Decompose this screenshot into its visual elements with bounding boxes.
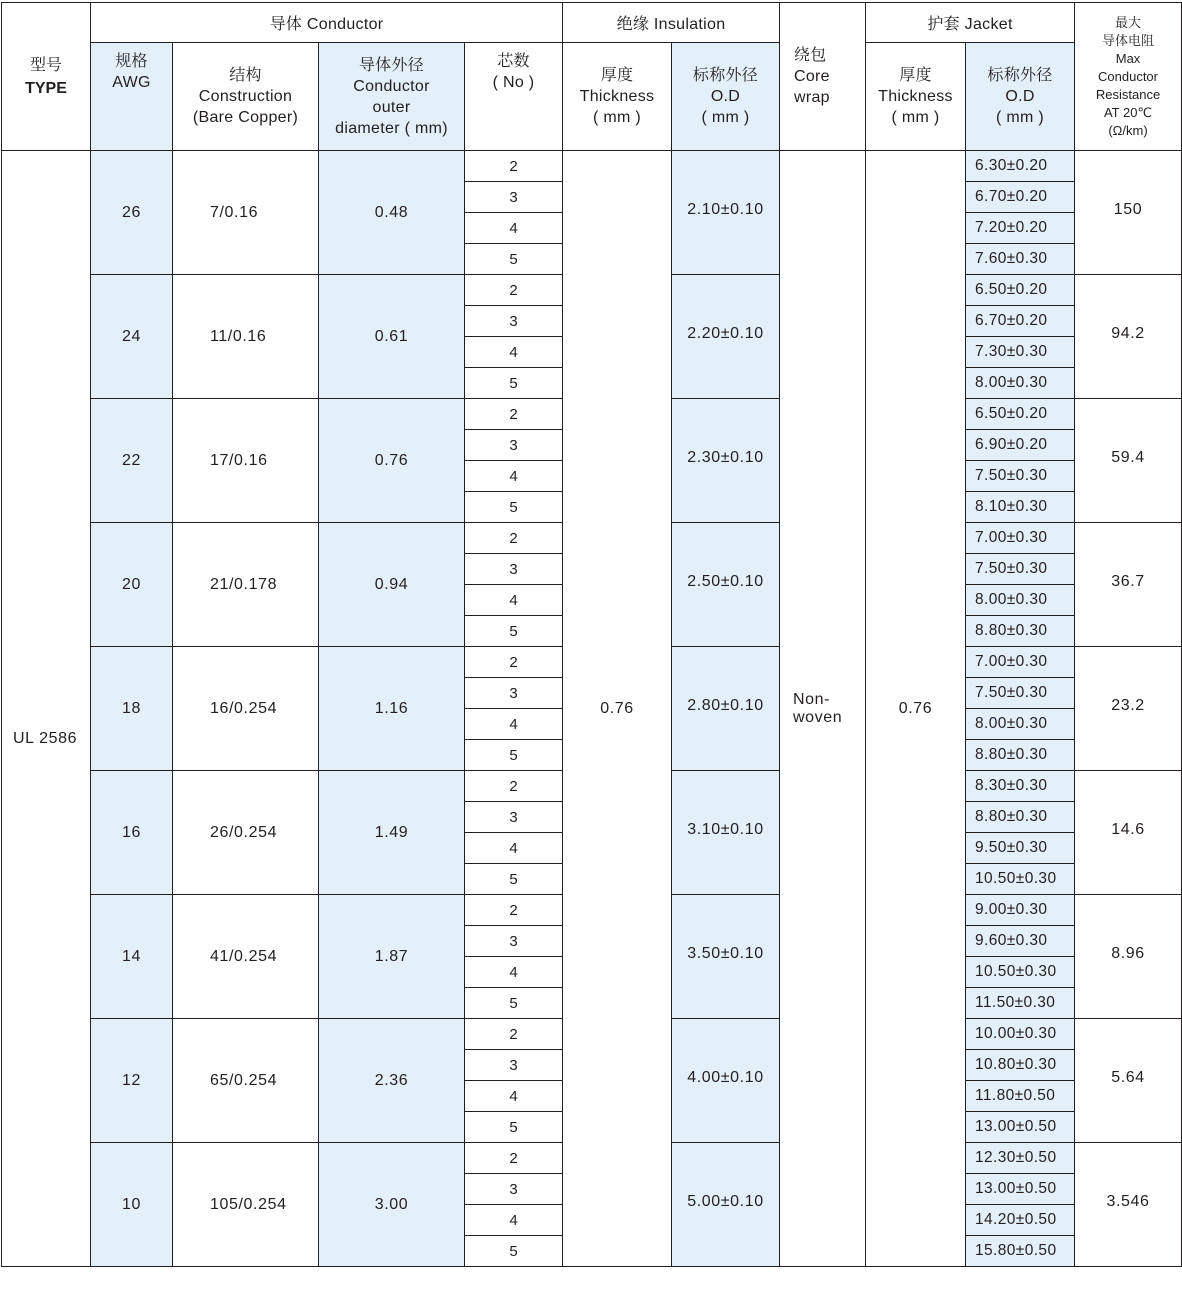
cores-cell: 2 [465,151,563,182]
cores-cell: 4 [465,461,563,492]
jacket-od-cell: 11.50±0.30 [966,988,1075,1019]
core-wrap-line-1: Non- [793,690,831,708]
jacket-od-cell: 7.60±0.30 [966,244,1075,275]
conductor-od-cell: 0.61 [319,275,465,399]
cores-cell: 2 [465,523,563,554]
cores-cell: 2 [465,771,563,802]
cores-cell: 2 [465,895,563,926]
resistance-cell: 3.546 [1075,1143,1182,1267]
awg-cell: 18 [91,647,173,771]
cores-cell: 3 [465,554,563,585]
conductor-od-cell: 0.48 [319,151,465,275]
construction-cell: 105/0.254 [173,1143,319,1267]
cores-cell: 5 [465,1112,563,1143]
resistance-cell: 5.64 [1075,1019,1182,1143]
cores-cell: 3 [465,1174,563,1205]
construction-cell: 21/0.178 [173,523,319,647]
jacket-od-cell: 7.30±0.30 [966,337,1075,368]
construction-cell: 26/0.254 [173,771,319,895]
jacket-thickness-cell: 0.76 [866,151,966,1267]
jacket-od-header: 标称外径 O.D ( mm ) [966,43,1075,151]
cores-cell: 2 [465,1019,563,1050]
jacket-od-cell: 8.00±0.30 [966,709,1075,740]
cores-cell: 3 [465,926,563,957]
jacket-od-cell: 10.50±0.30 [966,957,1075,988]
jacket-thickness-header: 厚度 Thickness ( mm ) [866,43,966,151]
resistance-cell: 14.6 [1075,771,1182,895]
jacket-od-cell: 7.20±0.20 [966,213,1075,244]
construction-cell: 65/0.254 [173,1019,319,1143]
cores-cell: 3 [465,306,563,337]
jacket-od-cell: 8.30±0.30 [966,771,1075,802]
resistance-cell: 23.2 [1075,647,1182,771]
cores-cell: 3 [465,678,563,709]
construction-cell: 17/0.16 [173,399,319,523]
insulation-od-header: 标称外径 O.D ( mm ) [672,43,780,151]
cores-cell: 3 [465,182,563,213]
jacket-od-cell: 13.00±0.50 [966,1174,1075,1205]
insulation-od-cell: 2.10±0.10 [672,151,780,275]
core-wrap-header: 绕包 Core wrap [780,3,866,151]
jacket-od-cell: 14.20±0.50 [966,1205,1075,1236]
jacket-od-cell: 8.80±0.30 [966,616,1075,647]
insulation-group-header: 绝缘 Insulation [563,3,780,43]
insulation-thickness-cell: 0.76 [563,151,672,1267]
cores-header: 芯数 ( No ) [465,43,563,151]
resistance-header: 最大 导体电阻 Max Conductor Resistance AT 20℃ (Ω/km) [1075,3,1182,151]
cores-cell: 4 [465,1205,563,1236]
awg-cell: 14 [91,895,173,1019]
resistance-cell: 59.4 [1075,399,1182,523]
awg-cell: 24 [91,275,173,399]
jacket-od-cell: 8.80±0.30 [966,802,1075,833]
insulation-od-cell: 2.20±0.10 [672,275,780,399]
awg-cell: 16 [91,771,173,895]
resistance-cell: 8.96 [1075,895,1182,1019]
core-wrap-cell [780,151,866,1267]
cores-cell: 4 [465,833,563,864]
awg-cell: 10 [91,1143,173,1267]
cores-cell: 3 [465,802,563,833]
jacket-od-cell: 8.10±0.30 [966,492,1075,523]
jacket-od-cell: 7.50±0.30 [966,461,1075,492]
conductor-od-cell: 1.87 [319,895,465,1019]
insulation-od-cell: 3.50±0.10 [672,895,780,1019]
cores-cell: 2 [465,399,563,430]
jacket-od-cell: 7.50±0.30 [966,678,1075,709]
jacket-od-cell: 7.00±0.30 [966,647,1075,678]
construction-header: 结构 Construction (Bare Copper) [173,43,319,151]
insulation-od-cell: 4.00±0.10 [672,1019,780,1143]
resistance-cell: 36.7 [1075,523,1182,647]
conductor-od-cell: 2.36 [319,1019,465,1143]
cores-cell: 3 [465,1050,563,1081]
insulation-od-cell: 3.10±0.10 [672,771,780,895]
jacket-od-cell: 9.60±0.30 [966,926,1075,957]
jacket-od-cell: 6.30±0.20 [966,151,1075,182]
cores-cell: 2 [465,647,563,678]
conductor-od-cell: 1.49 [319,771,465,895]
cores-cell: 3 [465,430,563,461]
cores-cell: 5 [465,864,563,895]
type-cell: UL 2586 [2,151,91,1267]
insulation-od-cell: 2.50±0.10 [672,523,780,647]
conductor-od-header: 导体外径 Conductor outer diameter ( mm) [319,43,465,151]
insulation-od-cell: 5.00±0.10 [672,1143,780,1267]
construction-cell: 16/0.254 [173,647,319,771]
awg-header: 规格 AWG [91,43,173,151]
jacket-od-cell: 10.50±0.30 [966,864,1075,895]
cores-cell: 4 [465,213,563,244]
awg-cell: 20 [91,523,173,647]
cable-spec-table [1,2,1182,1267]
resistance-cell: 150 [1075,151,1182,275]
jacket-od-cell: 6.50±0.20 [966,399,1075,430]
conductor-od-cell: 0.94 [319,523,465,647]
conductor-od-cell: 1.16 [319,647,465,771]
cores-cell: 4 [465,709,563,740]
resistance-cell: 94.2 [1075,275,1182,399]
cores-cell: 5 [465,988,563,1019]
jacket-od-cell: 9.00±0.30 [966,895,1075,926]
core-wrap-line-2: woven [793,708,843,726]
conductor-group-header: 导体 Conductor [91,3,563,43]
insulation-od-cell: 2.30±0.10 [672,399,780,523]
jacket-od-cell: 6.50±0.20 [966,275,1075,306]
jacket-od-cell: 6.70±0.20 [966,182,1075,213]
jacket-od-cell: 6.70±0.20 [966,306,1075,337]
conductor-od-cell: 0.76 [319,399,465,523]
cores-cell: 4 [465,585,563,616]
jacket-od-cell: 11.80±0.50 [966,1081,1075,1112]
cores-cell: 5 [465,492,563,523]
jacket-group-header: 护套 Jacket [866,3,1075,43]
awg-cell: 22 [91,399,173,523]
jacket-od-cell: 10.00±0.30 [966,1019,1075,1050]
cores-cell: 2 [465,1143,563,1174]
jacket-od-cell: 9.50±0.30 [966,833,1075,864]
cores-cell: 4 [465,1081,563,1112]
jacket-od-cell: 8.80±0.30 [966,740,1075,771]
table-row [2,151,1182,182]
insulation-thickness-header: 厚度 Thickness ( mm ) [563,43,672,151]
cores-cell: 5 [465,368,563,399]
awg-cell: 12 [91,1019,173,1143]
jacket-od-cell: 13.00±0.50 [966,1112,1075,1143]
cores-cell: 5 [465,244,563,275]
cores-cell: 5 [465,740,563,771]
cores-cell: 4 [465,957,563,988]
jacket-od-cell: 8.00±0.30 [966,368,1075,399]
construction-cell: 7/0.16 [173,151,319,275]
construction-cell: 11/0.16 [173,275,319,399]
jacket-od-cell: 6.90±0.20 [966,430,1075,461]
jacket-od-cell: 7.00±0.30 [966,523,1075,554]
construction-cell: 41/0.254 [173,895,319,1019]
cores-cell: 4 [465,337,563,368]
jacket-od-cell: 12.30±0.50 [966,1143,1075,1174]
jacket-od-cell: 8.00±0.30 [966,585,1075,616]
cores-cell: 5 [465,1236,563,1267]
type-header: 型号 TYPE [2,3,91,151]
jacket-od-cell: 10.80±0.30 [966,1050,1075,1081]
jacket-od-cell: 7.50±0.30 [966,554,1075,585]
cores-cell: 5 [465,616,563,647]
cores-cell: 2 [465,275,563,306]
conductor-od-cell: 3.00 [319,1143,465,1267]
insulation-od-cell: 2.80±0.10 [672,647,780,771]
jacket-od-cell: 15.80±0.50 [966,1236,1075,1267]
awg-cell: 26 [91,151,173,275]
spec-body [2,151,1182,1267]
